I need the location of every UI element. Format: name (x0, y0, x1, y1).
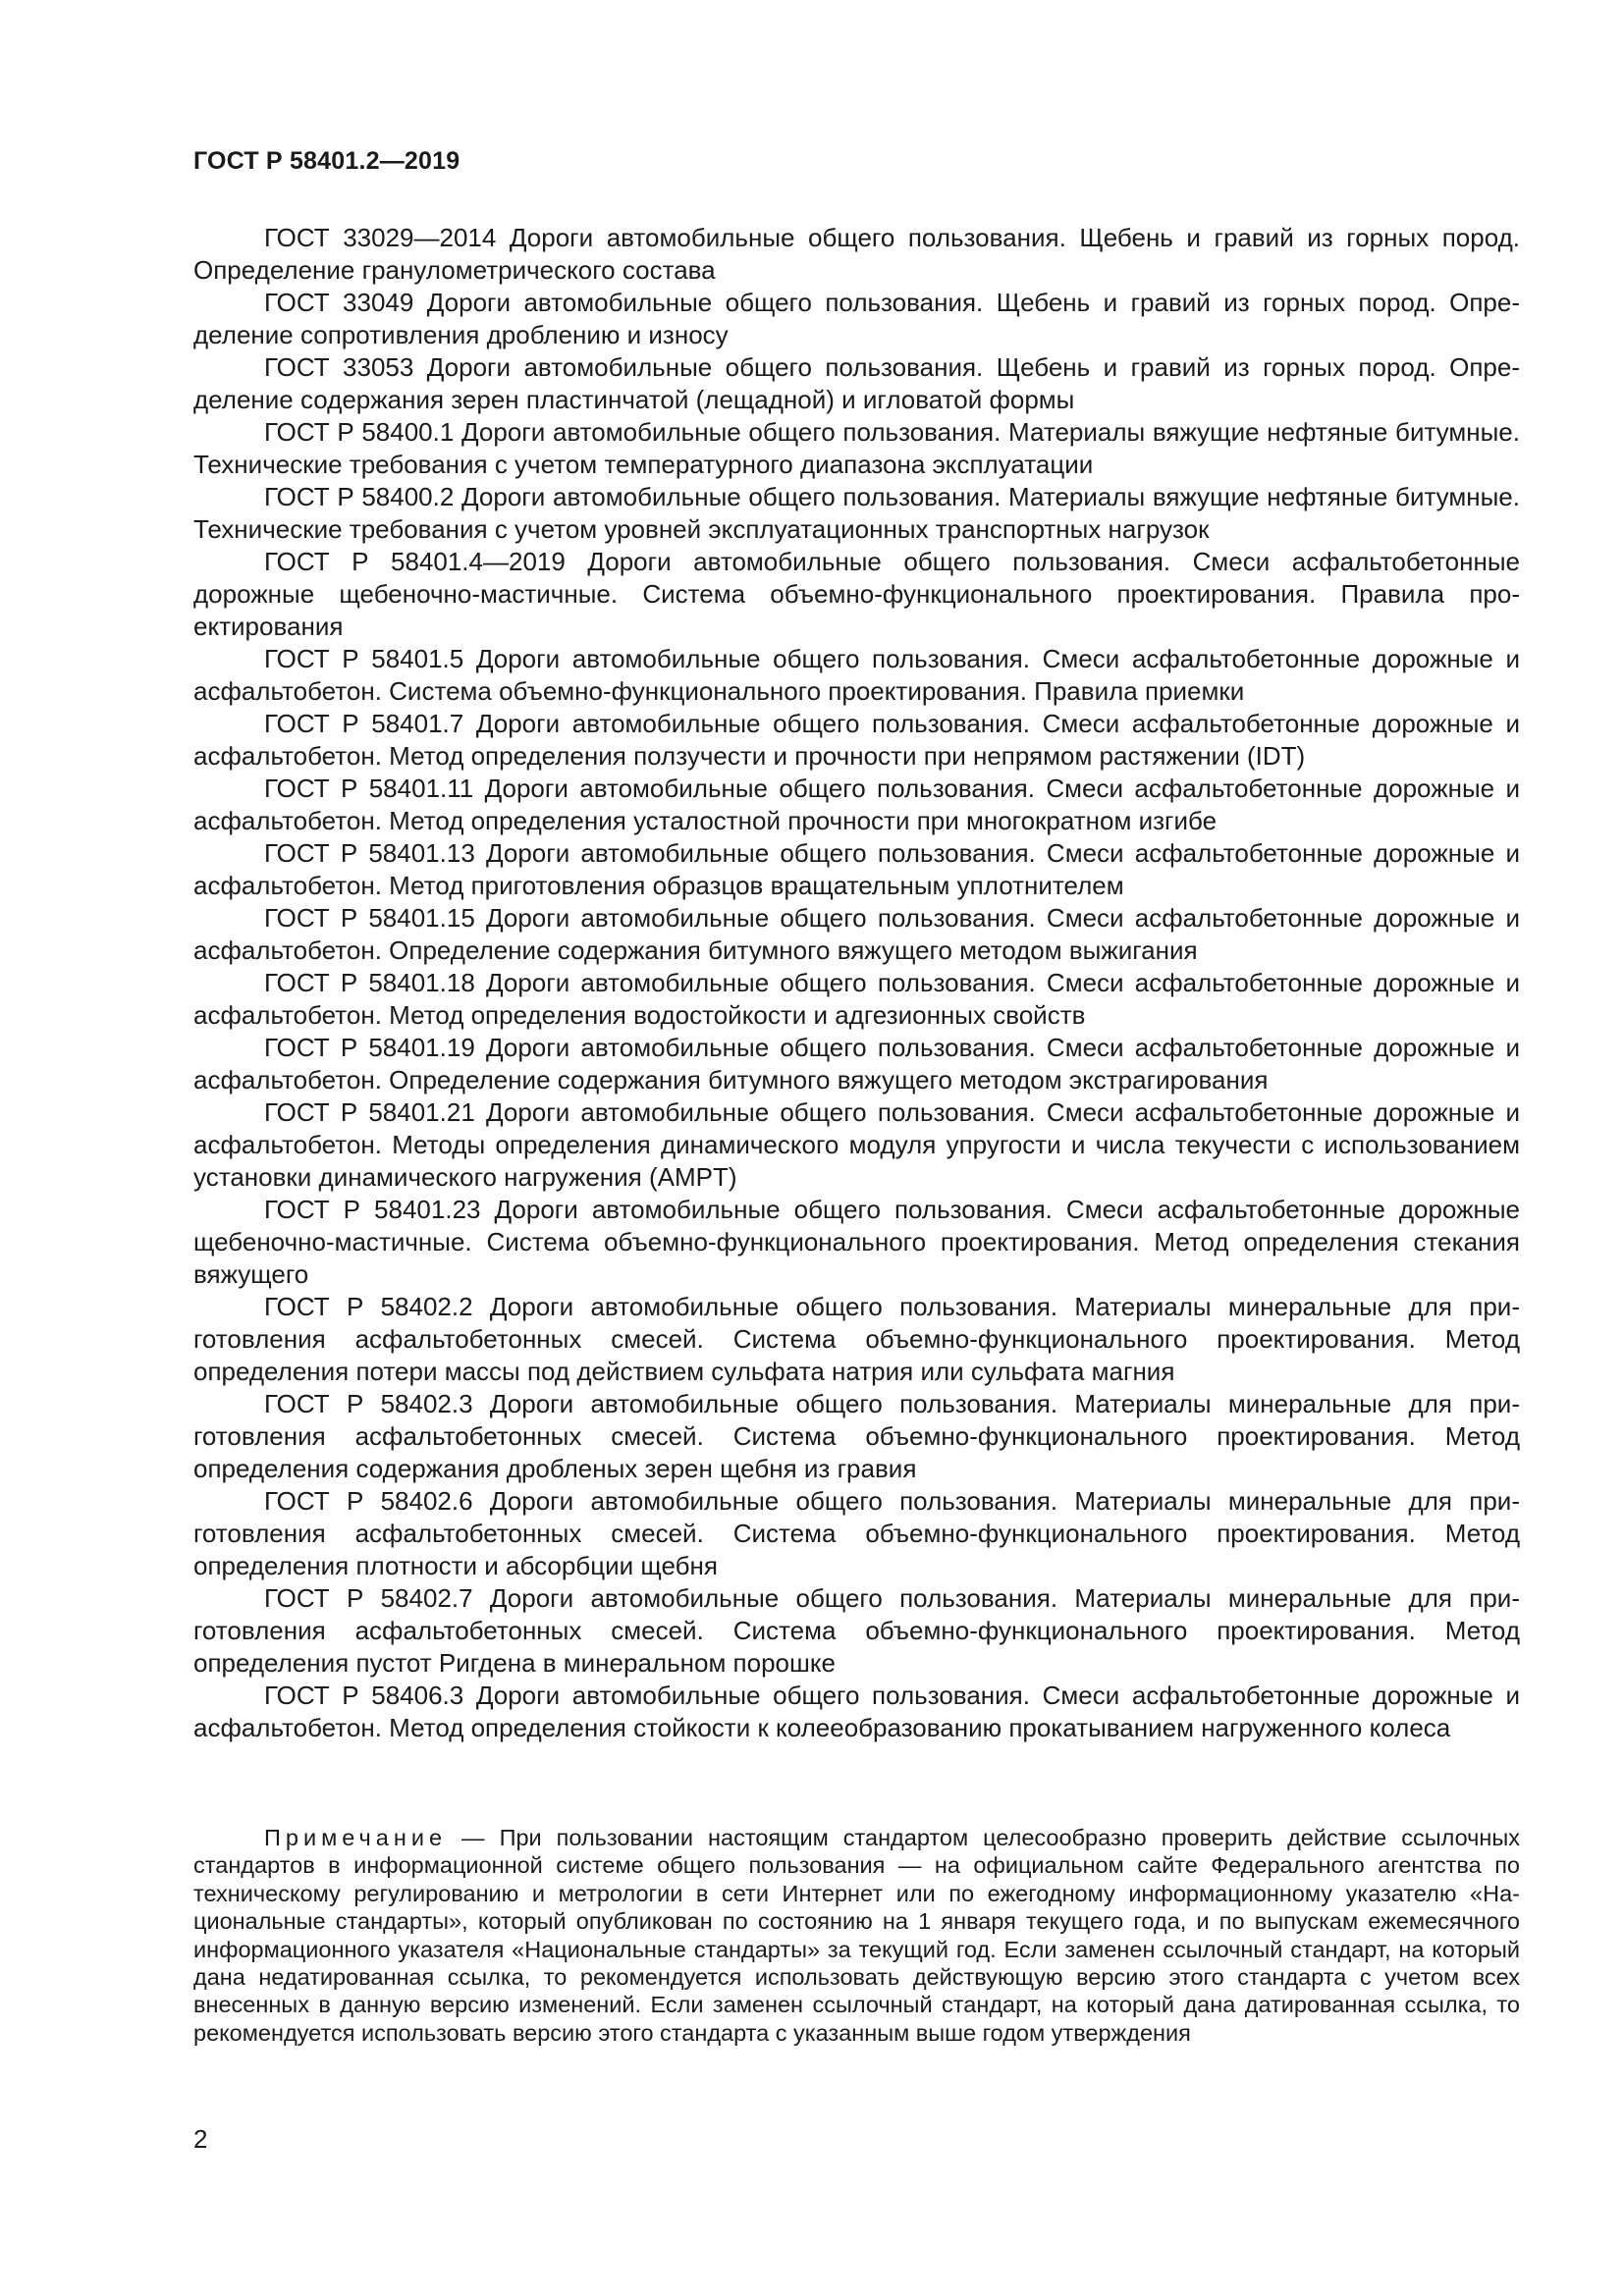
reference-item: ГОСТ 33049 Дороги автомобильные общего пользования. Щебень и гравий из горных пород. Определение сопротивления дроблению и износу (193, 288, 1520, 349)
reference-item: ГОСТ Р 58402.7 Дороги автомобильные общего пользования. Материалы минеральные для приготовления асфальтобетонных смесей. Система объемно-функционального проектирования. Метод определения пустот Ригдена в минеральном порошке (193, 1583, 1520, 1678)
reference-item: ГОСТ Р 58402.3 Дороги автомобильные общего пользования. Материалы минеральные для приготовления асфальтобетонных смесей. Система объемно-функционального проектирования. Метод определения содержания дробленых зерен щебня из гравия (193, 1389, 1520, 1483)
reference-item: ГОСТ Р 58400.2 Дороги автомобильные общего пользования. Материалы вяжущие нефтяные битумные. Технические требования с учетом уровней эксплуатационных транспортных нагрузок (193, 482, 1520, 544)
page-number: 2 (193, 2124, 208, 2154)
note-paragraph (193, 1824, 1520, 2047)
normative-references-list (193, 222, 1520, 1744)
reference-item: ГОСТ Р 58401.5 Дороги автомобильные общего пользования. Смеси асфальтобетонные дорожные и асфальтобетон. Система объемно-функционального проектирования. Правила приемки (193, 644, 1520, 706)
reference-item: ГОСТ Р 58401.11 Дороги автомобильные общего пользования. Смеси асфальтобетонные дорожные и асфальтобетон. Метод определения усталостной прочности при многократном изгибе (193, 774, 1520, 835)
reference-item: ГОСТ Р 58401.18 Дороги автомобильные общего пользования. Смеси асфальтобетонные дорожные и асфальтобетон. Метод определения водостойкости и адгезионных свойств (193, 968, 1520, 1030)
reference-item: ГОСТ Р 58401.21 Дороги автомобильные общего пользования. Смеси асфальтобетонные дорожные и асфальтобетон. Методы определения динамического модуля упругости и числа текучести с использованием установки динамического нагружения (AMPT) (193, 1097, 1520, 1192)
reference-item: ГОСТ Р 58406.3 Дороги автомобильные общего пользования. Смеси асфальтобетонные дорожные и асфальтобетон. Метод определения стойкости к колееобразованию прокатыванием нагруженного колеса (193, 1681, 1520, 1742)
document-header: ГОСТ Р 58401.2—2019 (193, 147, 460, 175)
reference-item: ГОСТ Р 58400.1 Дороги автомобильные общего пользования. Материалы вяжущие нефтяные битумные. Технические требования с учетом температурного диапазона эксплуатации (193, 417, 1520, 479)
reference-item: ГОСТ Р 58401.7 Дороги автомобильные общего пользования. Смеси асфальтобетонные дорожные и асфальтобетон. Метод определения ползучести и прочности при непрямом растяжении (IDT) (193, 709, 1520, 771)
note-label: Примечание (264, 1825, 448, 1850)
reference-item: ГОСТ 33053 Дороги автомобильные общего пользования. Щебень и гравий из горных пород. Определение содержания зерен пластинчатой (лещадной) и игловатой формы (193, 352, 1520, 414)
reference-item: ГОСТ Р 58402.2 Дороги автомобильные общего пользования. Материалы минеральные для приготовления асфальтобетонных смесей. Система объемно-функционального проектирования. Метод определения потери массы под действием сульфата натрия или сульфата магния (193, 1292, 1520, 1386)
reference-item: ГОСТ Р 58401.13 Дороги автомобильные общего пользования. Смеси асфальтобетонные дорожные и асфальтобетон. Метод приготовления образцов вращательным уплотнителем (193, 838, 1520, 900)
reference-item: ГОСТ Р 58401.15 Дороги автомобильные общего пользования. Смеси асфальтобетонные дорожные и асфальтобетон. Определение содержания битумного вяжущего методом выжигания (193, 903, 1520, 965)
reference-item: ГОСТ Р 58401.23 Дороги автомобильные общего пользования. Смеси асфальтобетонные дорожные щебеночно-мастичные. Система объемно-функционального проектирования. Метод определения стекания вяжущего (193, 1195, 1520, 1289)
reference-item: ГОСТ 33029—2014 Дороги автомобильные общего пользования. Щебень и гравий из горных пород. Определение гранулометрического состава (193, 223, 1520, 285)
reference-item: ГОСТ Р 58401.19 Дороги автомобильные общего пользования. Смеси асфальтобетонные дорожные и асфальтобетон. Определение содержания битумного вяжущего методом экстрагирования (193, 1033, 1520, 1095)
reference-item: ГОСТ Р 58402.6 Дороги автомобильные общего пользования. Материалы минеральные для приготовления асфальтобетонных смесей. Система объемно-функционального проектирования. Метод определения плотности и абсорбции щебня (193, 1486, 1520, 1580)
note-text: — При пользовании настоящим стандартом целесообразно проверить действие ссылочных стандартов в информационной системе общего пользования — на официальном сайте Федерального агентства по техническому регулированию и метрологии в сети Интернет или по ежегодному информационному указателю «Национальные стандарты», который опубликован по состоянию на 1 января текущего года, и по выпускам ежемесячного информационного указателя «Национальные стандарты» за текущий год. Если заменен ссылочный стандарт, на который дана недатированная ссылка, то рекомендуется использовать действующую версию этого стандарта с учетом всех внесенных в данную версию изменений. Если заменен ссылочный стандарт, на который дана датированная ссылка, то рекомендуется использовать версию этого стандарта с указанным выше годом утверждения (193, 1825, 1520, 2046)
reference-item: ГОСТ Р 58401.4—2019 Дороги автомобильные общего пользования. Смеси асфальтобетонные дорожные щебеночно-мастичные. Система объемно-функционального проектирования. Правила проектирования (193, 547, 1520, 641)
